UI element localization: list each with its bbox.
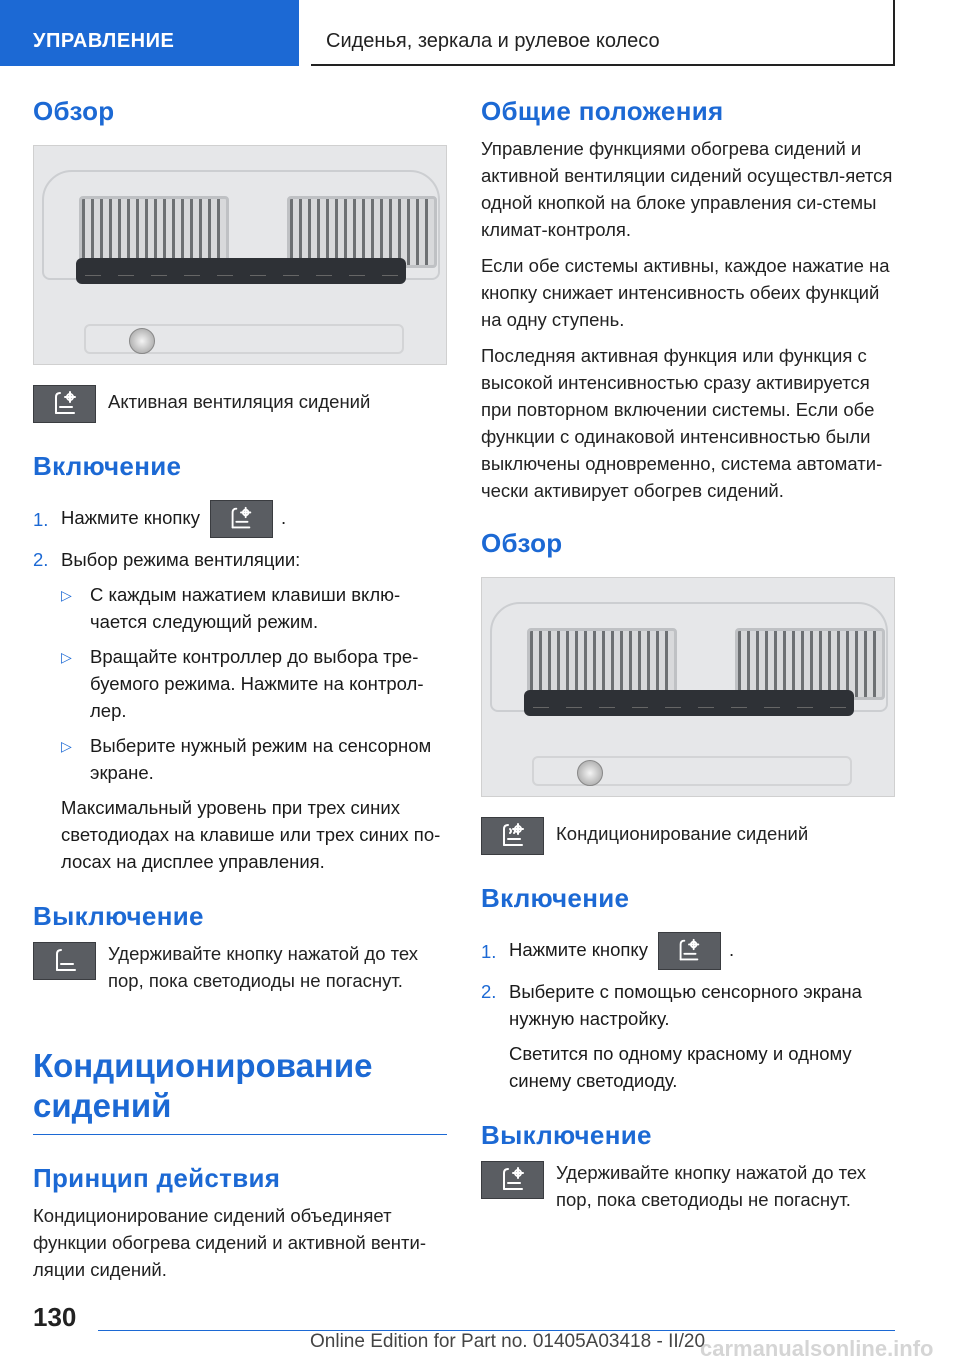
seat-ventilation-icon (210, 500, 273, 538)
seat-climate-icon (481, 817, 544, 855)
section-label: УПРАВЛЕНИЕ (0, 0, 299, 66)
list-item: ▷ Выберите нужный режим на сенсорном экране. (61, 735, 432, 783)
led-note: Светится по одному красному и одному синему светодиоду. (509, 1043, 852, 1091)
max-level-note: Максимальный уровень при трех синих светодиодах на клавише или трех синих по-лосах на дисплее управления. (61, 797, 441, 872)
climate-legend (481, 817, 895, 855)
list-item: ▷ С каждым нажатием клавиши вклю-чается следующий режим. (61, 584, 401, 632)
general-paragraph: Если обе системы активны, каждое нажатие на кнопку снижает интенсивность обеих функций на одну ступень. (481, 255, 890, 330)
page-header (0, 0, 960, 66)
principle-heading: Принцип действия (33, 1163, 281, 1193)
off-instruction: Удерживайте кнопку нажатой до тех пор, пока светодиоды не погаснут. (481, 1161, 895, 1213)
vent-caption: Активная вентиляция сидений (108, 391, 371, 412)
overview-heading: Обзор (33, 96, 115, 126)
step-1: 1. Нажмите кнопку . (33, 500, 447, 538)
step-2: 2. Выбор режима вентиляции: (33, 549, 301, 570)
left-column (33, 96, 447, 1292)
off-instruction: Удерживайте кнопку нажатой до тех пор, пока светодиоды не погаснут. (33, 942, 447, 994)
seat-climate-icon (658, 932, 721, 970)
step-1: 1. Нажмите кнопку . (481, 932, 895, 970)
list-item: ▷ Вращайте контроллер до выбора тре-буемого режима. Нажмите на контрол-лер. (61, 646, 424, 721)
edition-text: Online Edition for Part no. 01405A03418 - II/20 (310, 1331, 706, 1352)
step-2: 2. Выберите с помощью сенсорного экрана нужную настройку. (481, 981, 862, 1029)
seat-climate-title: Кондиционирование сидений (33, 1046, 447, 1135)
seat-climate-icon (481, 1161, 544, 1199)
right-column (481, 96, 895, 1213)
general-paragraph: Управление функциями обогрева сидений и активной вентиляции сидений осуществл-яется одной кнопкой на блоке управления си-стемы климат-контроля. (481, 138, 893, 240)
off-heading: Выключение (481, 1120, 652, 1150)
general-paragraph: Последняя активная функция или функция с высокой интенсивностью сразу активируется при повторном включении системы. Если обе функции с одинаковой интенсивностью были выключены одновременно, система автомати-чески активирует обогрев сидений. (481, 345, 883, 501)
climate-caption: Кондиционирование сидений (556, 823, 809, 844)
climate-panel-photo (481, 577, 895, 797)
seat-icon (33, 942, 96, 980)
off-heading: Выключение (33, 901, 204, 931)
vent-legend (33, 385, 447, 423)
general-heading: Общие положения (481, 96, 724, 126)
on-heading: Включение (481, 883, 630, 913)
climate-panel-photo (33, 145, 447, 365)
overview-heading: Обзор (481, 528, 563, 558)
page-number: 130 (33, 1302, 77, 1332)
watermark: carmanualsonline.info (700, 1336, 934, 1361)
seat-ventilation-icon (33, 385, 96, 423)
on-heading: Включение (33, 451, 182, 481)
chapter-title: Сиденья, зеркала и рулевое колесо (311, 0, 895, 66)
principle-text: Кондиционирование сидений объединяет функции обогрева сидений и активной венти-ляции сидений. (33, 1205, 426, 1280)
